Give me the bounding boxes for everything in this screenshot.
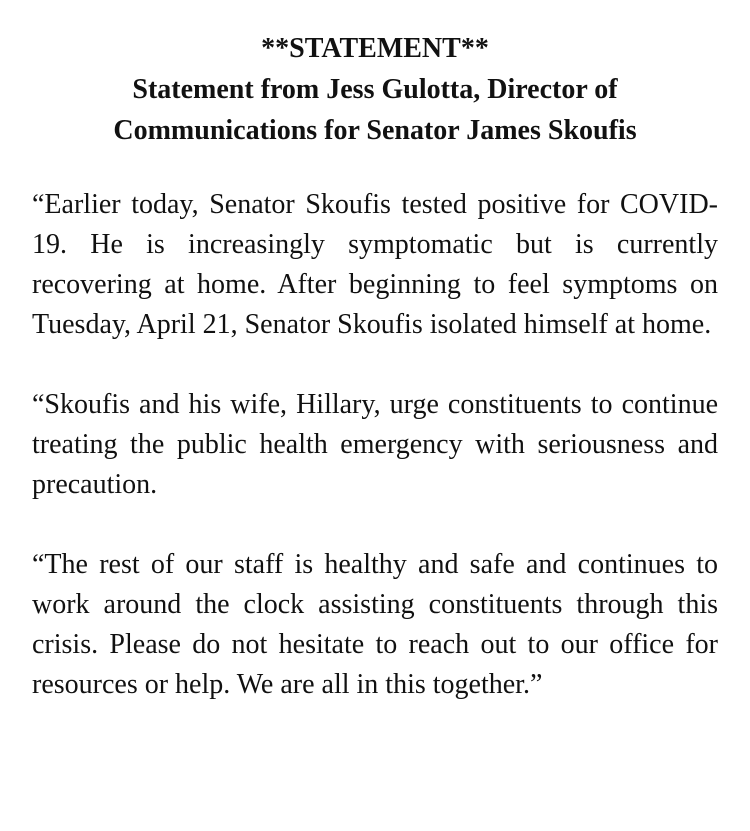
paragraph-urge-constituents: “Skoufis and his wife, Hillary, urge constituents to continue treating the public health emergency with seriousness and precaution. xyxy=(32,389,718,500)
statement-heading: **STATEMENT** xyxy=(261,33,489,64)
paragraph-positive-test: “Earlier today, Senator Skoufis tested positive for COVID-19. He is increasingly symptomatic but is currently recovering at home. After beginning to feel symptoms on Tuesday, April 21, Senator Skoufis isolated himself at home. xyxy=(32,189,718,340)
statement-body xyxy=(32,185,718,705)
statement-subheading-line-1: Statement from Jess Gulotta, Director of xyxy=(132,74,618,105)
statement-document xyxy=(32,28,718,705)
statement-subheading-line-2: Communications for Senator James Skoufis xyxy=(113,115,637,146)
paragraph-staff-safe: “The rest of our staff is healthy and safe and continues to work around the clock assisting constituents through this crisis. Please do not hesitate to reach out to our office for resources or help. We are all in this together.” xyxy=(32,549,718,700)
statement-header xyxy=(32,28,718,151)
